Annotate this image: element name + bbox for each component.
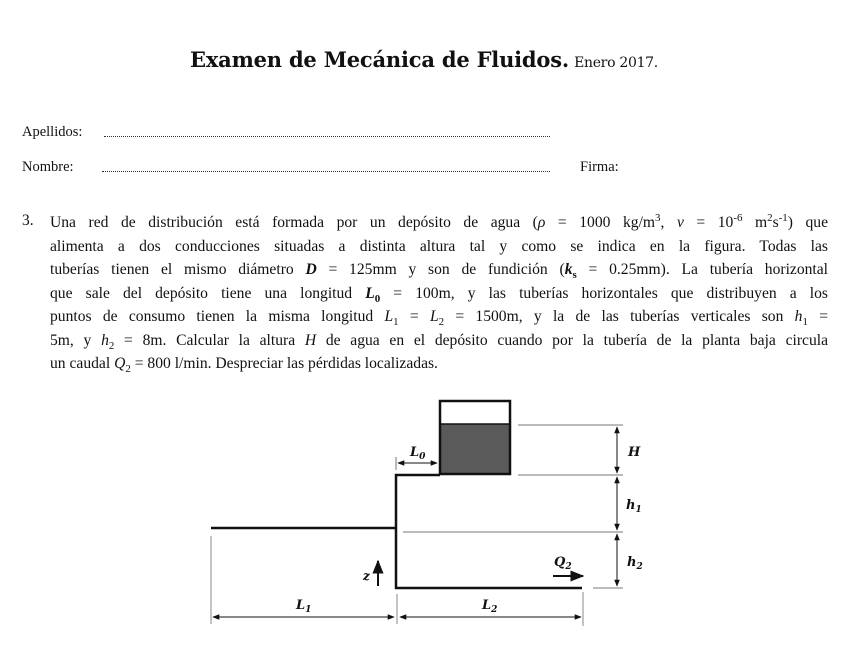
tank-outline — [440, 401, 510, 474]
water-tank — [440, 401, 510, 474]
question-line-5: puntos de consumo tienen la misma longitud $L_1 = L_2 = 1500m$, y la de las tuberías verticales son $h_1$ = — [50, 308, 828, 329]
bottom-extension-lines — [211, 536, 583, 626]
apellidos-dotted-line[interactable] — [104, 136, 550, 137]
nombre-dotted-line[interactable] — [102, 171, 550, 172]
pipes — [211, 475, 582, 588]
apellidos-field[interactable] — [22, 124, 82, 141]
label-h2: $h_2$ — [627, 555, 643, 572]
label-L1: $L_1$ — [296, 598, 312, 615]
label-H: H — [628, 445, 641, 460]
question-line-3: tuberías tienen el mismo diámetro D = 125mm y son de fundición $(k_s = 0.25mm)$. La tubería horizontal — [50, 261, 828, 282]
nombre-field[interactable] — [22, 159, 74, 176]
question-line-4: que sale del depósito tiene una longitud $L_0 = 100m$, y las tuberías horizontales que distribuyen a los — [50, 284, 828, 305]
question-line-1: Una red de distribución está formada por un depósito de agua (ρ = 1000 $kg/m^3$, $\nu = 10^{-6}$ $m^2s^{-1}$) que — [50, 211, 829, 231]
question-text — [50, 211, 828, 376]
exam-title — [0, 47, 848, 72]
label-h1: $h_1$ — [626, 498, 642, 515]
question-line-7: un caudal $Q_2 = 800$ l/min. Despreciar las pérdidas localizadas. — [50, 355, 438, 376]
exam-date: Enero 2017. — [574, 55, 658, 71]
question-number: 3. — [22, 212, 34, 229]
label-z: z — [363, 569, 370, 583]
nombre-label: Nombre: — [22, 159, 74, 175]
label-L0: $L_0$ — [410, 445, 426, 462]
question-line-2: alimenta a dos conducciones situadas a distinta altura tal y como se indica en la figura. Todas las — [50, 237, 828, 255]
level-reference-lines — [403, 425, 623, 588]
firma-label: Firma: — [580, 159, 619, 175]
apellidos-label: Apellidos: — [22, 124, 83, 140]
main-pipe — [396, 475, 582, 588]
water-fill — [441, 424, 509, 474]
exam-title-main: Examen de Mecánica de Fluidos. — [190, 47, 569, 72]
label-Q2: $Q_2$ — [554, 555, 572, 572]
question-line-6: 5m, y $h_2 = 8m$. Calcular la altura H de agua en el depósito cuando por la tubería de la planta baja circula — [50, 331, 828, 352]
label-L2: $L_2$ — [482, 598, 498, 615]
